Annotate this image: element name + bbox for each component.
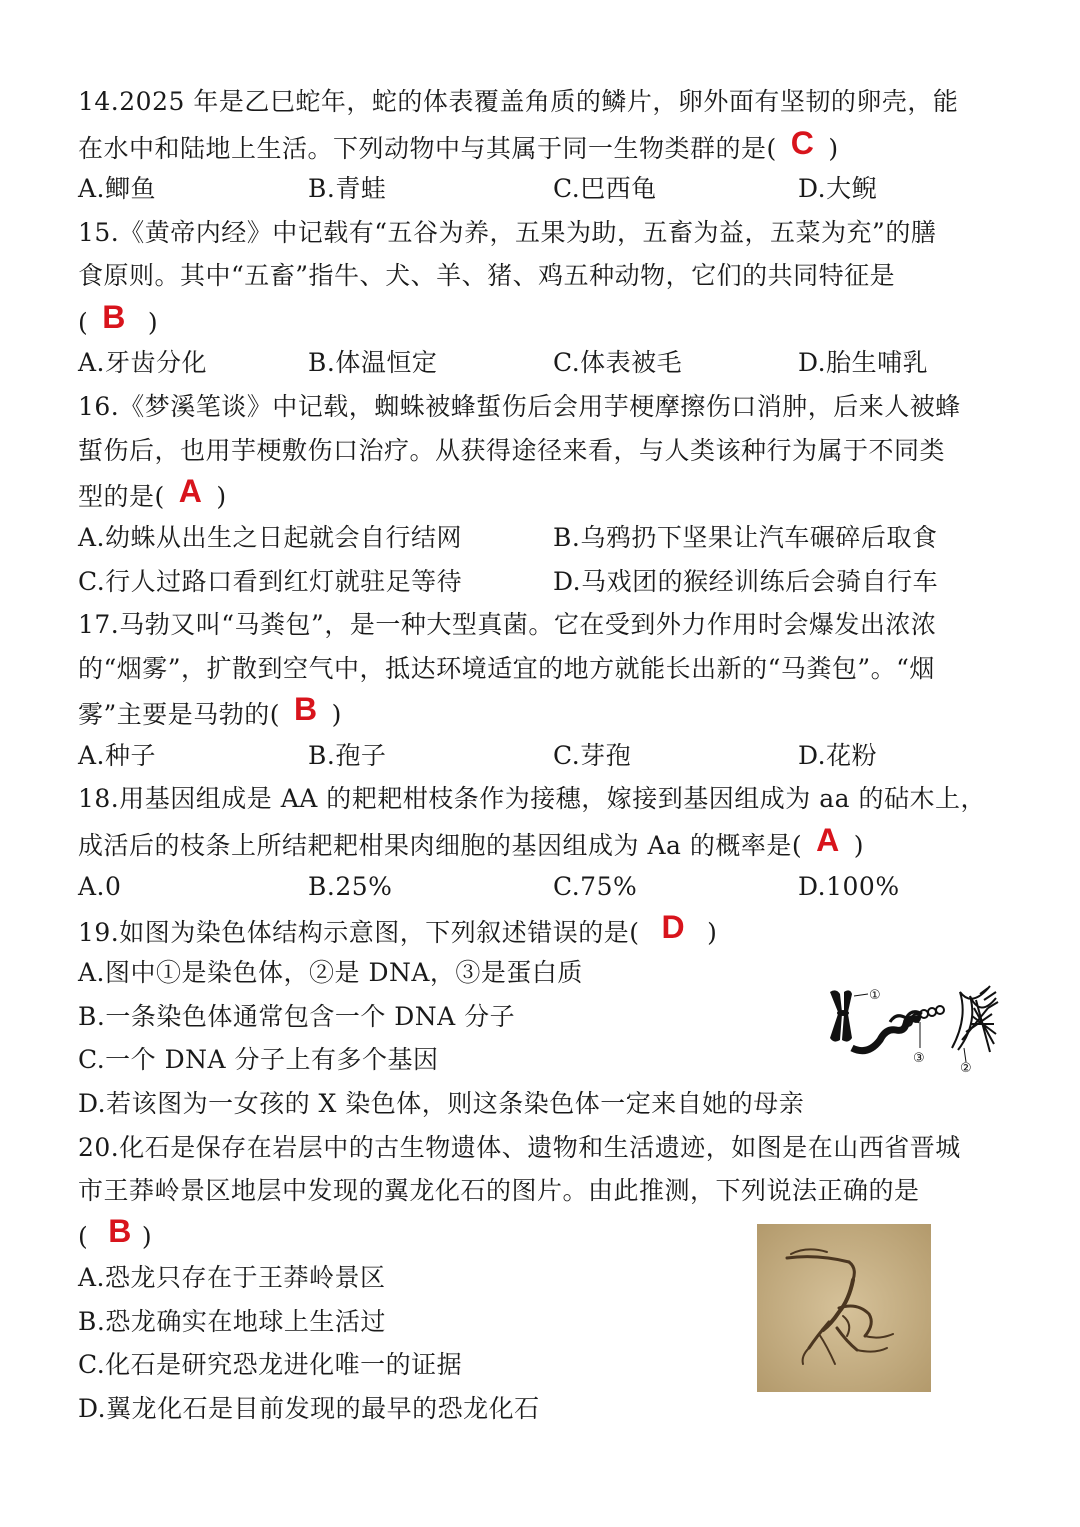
q15-option-b: B.体温恒定 bbox=[308, 348, 438, 377]
q18-option-b: B.25% bbox=[308, 872, 393, 901]
figure-label-2: ② bbox=[960, 1061, 972, 1073]
q17-option-b: B.孢子 bbox=[308, 741, 387, 770]
q19-option-c: C.一个 DNA 分子上有多个基因 bbox=[78, 1045, 439, 1074]
q20-close-paren: ) bbox=[141, 1222, 153, 1251]
q19-option-a: A.图中①是染色体，②是 DNA，③是蛋白质 bbox=[78, 958, 583, 987]
q15-stem-line2: 食原则。其中“五畜”指牛、犬、羊、猪、鸡五种动物，它们的共同特征是 bbox=[78, 261, 896, 290]
q19-option-d: D.若该图为一女孩的 X 染色体，则这条染色体一定来自她的母亲 bbox=[78, 1089, 805, 1118]
q20-option-c: C.化石是研究恐龙进化唯一的证据 bbox=[78, 1350, 463, 1379]
q14-option-c: C.巴西龟 bbox=[553, 174, 657, 203]
q15-close-paren: ) bbox=[147, 308, 159, 337]
q16-answer: A bbox=[178, 473, 203, 509]
q17-answer: B bbox=[294, 691, 318, 727]
q14-option-a: A.鲫鱼 bbox=[78, 174, 157, 203]
figure-label-3: ③ bbox=[913, 1051, 925, 1066]
q20-option-b: B.恐龙确实在地球上生活过 bbox=[78, 1307, 386, 1336]
q20-stem-line3 bbox=[78, 1213, 153, 1253]
chromatin-strand bbox=[852, 1019, 920, 1051]
q15-open-paren: ( bbox=[78, 308, 89, 337]
q16-option-b: B.乌鸦扔下坚果让汽车碾碎后取食 bbox=[553, 523, 938, 552]
q18-option-d: D.100% bbox=[798, 872, 900, 901]
q17-option-d: D.花粉 bbox=[798, 741, 878, 770]
q19-stem-text: 19.如图为染色体结构示意图，下列叙述错误的是( bbox=[78, 918, 640, 947]
q16-stem-line3 bbox=[78, 473, 227, 513]
q17-stem-line3 bbox=[78, 691, 342, 731]
q19-answer: D bbox=[661, 909, 686, 945]
q14-stem-line2 bbox=[78, 125, 839, 165]
q17-stem-text: 雾”主要是马勃的( bbox=[78, 700, 281, 729]
q18-option-c: C.75% bbox=[553, 872, 638, 901]
q17-close-paren: ) bbox=[331, 700, 342, 729]
q18-close-paren: ) bbox=[853, 831, 864, 860]
chromosome-shape bbox=[830, 990, 852, 1041]
q18-stem-line1: 18.用基因组成是 AA 的耙耙柑枝条作为接穗，嫁接到基因组成为 aa 的砧木上， bbox=[78, 784, 986, 813]
q19-close-paren: ) bbox=[707, 918, 718, 947]
q16-stem-line2: 蜇伤后，也用芋梗敷伤口治疗。从获得途径来看，与人类该种行为属于不同类 bbox=[78, 436, 946, 465]
q20-open-paren: ( bbox=[78, 1222, 89, 1251]
q16-stem-line1: 16.《梦溪笔谈》中记载，蜘蛛被蜂蜇伤后会用芋梗摩擦伤口消肿，后来人被蜂 bbox=[78, 392, 961, 421]
q15-answer: B bbox=[102, 299, 126, 335]
chromosome-structure-figure bbox=[820, 978, 1000, 1073]
q17-option-a: A.种子 bbox=[78, 741, 157, 770]
q16-option-c: C.行人过路口看到红灯就驻足等待 bbox=[78, 567, 463, 596]
q16-close-paren: ) bbox=[216, 482, 227, 511]
q14-close-paren: ) bbox=[828, 134, 839, 163]
pterosaur-fossil-photo bbox=[757, 1224, 931, 1392]
q20-stem-line2: 市王莽岭景区地层中发现的翼龙化石的图片。由此推测，下列说法正确的是 bbox=[78, 1176, 920, 1205]
q18-stem-line2 bbox=[78, 822, 864, 862]
q20-stem-line1: 20.化石是保存在岩层中的古生物遗体、遗物和生活遗迹，如图是在山西省晋城 bbox=[78, 1133, 961, 1162]
q17-stem-line2: 的“烟雾”，扩散到空气中，抵达环境适宜的地方就能长出新的“马粪包”。“烟 bbox=[78, 654, 935, 683]
q19-option-b: B.一条染色体通常包含一个 DNA 分子 bbox=[78, 1002, 516, 1031]
q14-option-b: B.青蛙 bbox=[308, 174, 387, 203]
figure-label-1: ① bbox=[869, 988, 881, 1003]
q14-stem-text: 在水中和陆地上生活。下列动物中与其属于同一生物类群的是( bbox=[78, 134, 777, 163]
q14-option-d: D.大鲵 bbox=[798, 174, 878, 203]
q20-answer: B bbox=[108, 1213, 132, 1249]
q18-option-a: A.0 bbox=[78, 872, 122, 901]
q18-answer: A bbox=[816, 822, 840, 858]
dna-double-helix bbox=[952, 986, 998, 1052]
q17-option-c: C.芽孢 bbox=[553, 741, 632, 770]
q15-option-c: C.体表被毛 bbox=[553, 348, 683, 377]
q20-option-a: A.恐龙只存在于王莽岭景区 bbox=[78, 1263, 386, 1292]
q16-option-a: A.幼蛛从出生之日起就会自行结网 bbox=[78, 523, 463, 552]
q15-option-a: A.牙齿分化 bbox=[78, 348, 208, 377]
q14-answer: C bbox=[790, 125, 815, 161]
q17-stem-line1: 17.马勃又叫“马粪包”，是一种大型真菌。它在受到外力作用时会爆发出浓浓 bbox=[78, 610, 937, 639]
q19-stem-line1 bbox=[78, 909, 718, 949]
q15-option-d: D.胎生哺乳 bbox=[798, 348, 929, 377]
q15-stem-line1: 15.《黄帝内经》中记载有“五谷为养，五果为助，五畜为益，五菜为充”的膳 bbox=[78, 218, 937, 247]
q14-stem-line1: 14.2025 年是乙巳蛇年，蛇的体表覆盖角质的鳞片，卵外面有坚韧的卵壳，能 bbox=[78, 87, 959, 116]
q15-stem-line3 bbox=[78, 299, 159, 339]
q18-stem-text: 成活后的枝条上所结耙耙柑果肉细胞的基因组成为 Aa 的概率是( bbox=[78, 831, 803, 860]
q20-option-d: D.翼龙化石是目前发现的最早的恐龙化石 bbox=[78, 1394, 540, 1423]
q16-option-d: D.马戏团的猴经训练后会骑自行车 bbox=[553, 567, 939, 596]
q16-stem-text: 型的是( bbox=[78, 482, 165, 511]
